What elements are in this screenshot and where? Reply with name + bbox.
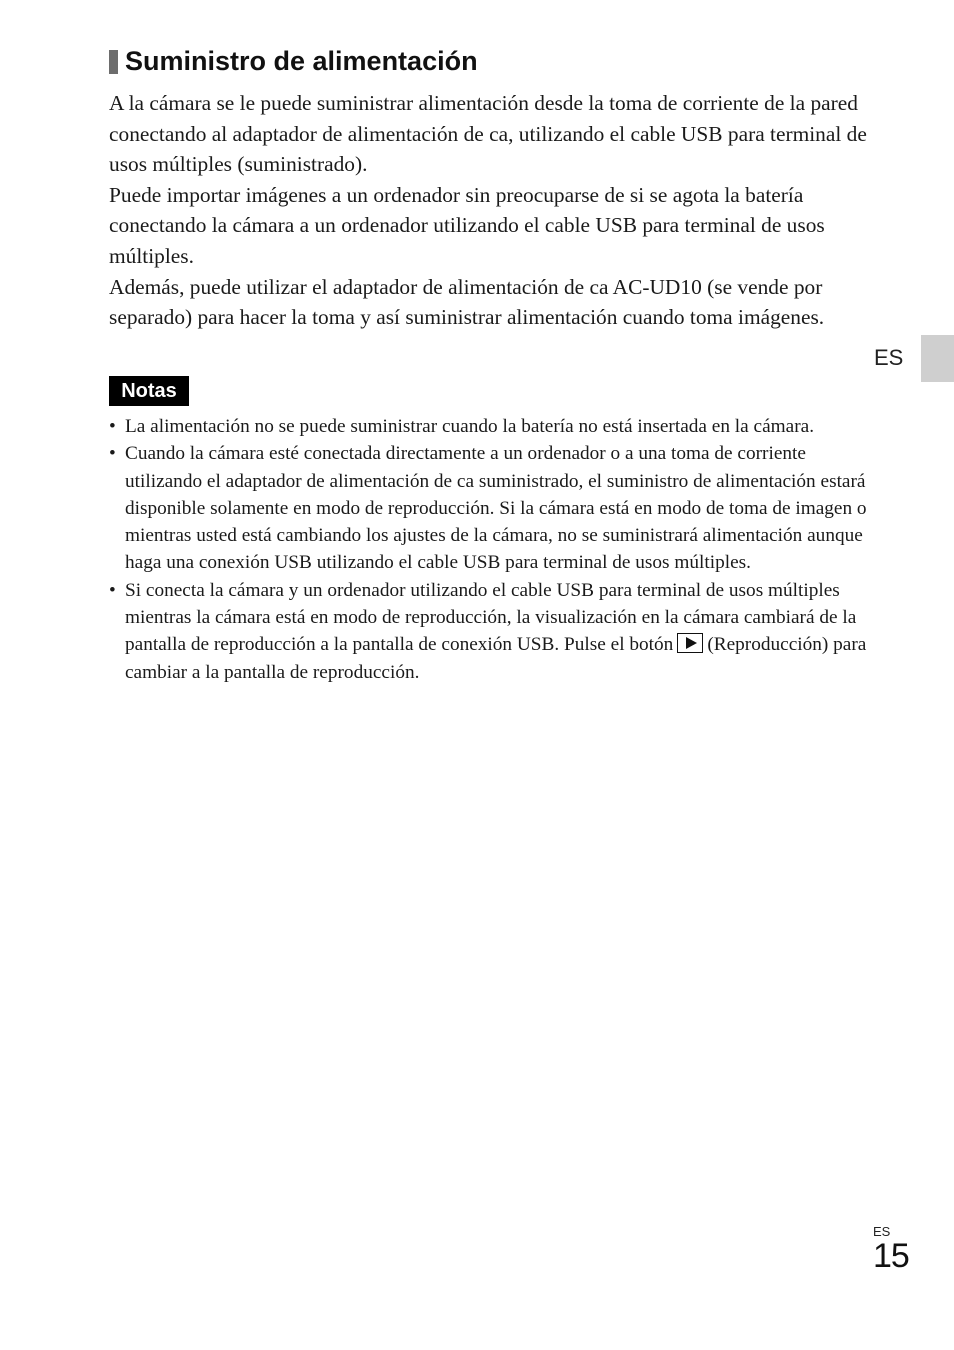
note-item (109, 440, 869, 576)
note-text: La alimentación no se puede suministrar cuando la batería no está insertada en la cámara. (125, 416, 815, 437)
paragraph: Además, puede utilizar el adaptador de alimentación de ca AC-UD10 (se vende por separado) para hacer la toma y así suministrar alimentación cuando toma imágenes. (109, 274, 825, 330)
note-item (109, 413, 869, 440)
bullet: • (109, 579, 116, 601)
play-icon (677, 633, 703, 653)
paragraph: Puede importar imágenes a un ordenador sin preocuparse de si se agota la batería conectando la cámara a un ordenador utilizando el cable USB para terminal de usos múltiples. (109, 182, 825, 268)
footer-language: ES (873, 1224, 891, 1239)
side-language-label: ES (874, 345, 904, 370)
page-number: 15 (873, 1237, 909, 1275)
heading-marker-icon (109, 50, 118, 74)
note-item (109, 577, 869, 686)
notes-badge: Notas (109, 376, 189, 406)
section-title: Suministro de alimentación (125, 46, 478, 76)
bullet: • (109, 443, 116, 465)
body-text (109, 88, 869, 333)
paragraph: A la cámara se le puede suministrar alimentación desde la toma de corriente de la pared conectando al adaptador de alimentación de ca, utilizando el cable USB para terminal de usos múltiples (suministrado). (109, 91, 867, 177)
bullet: • (109, 416, 116, 437)
note-text: Si conecta la cámara y un ordenador utilizando el cable USB para terminal de usos múltiples mientras la cámara está en modo de reproducción, la visualización en la cámara cambiará de la pantalla de reproducción a la pantalla de conexión USB. (125, 579, 857, 656)
side-tab-marker (921, 335, 954, 382)
note-text-before-icon: Pulse el botón (564, 634, 674, 656)
note-text: Cuando la cámara esté conectada directamente a un ordenador o a una toma de corriente utilizando el adaptador de alimentación de ca suministrado, el suministro de alimentación estará disponible solamente en modo de reproducción. Si la cámara está en modo de toma de imagen o mientras usted está cambiando los ajustes de la cámara, no se suministrará alimentación aunque haga una conexión USB utilizando el cable USB para terminal de usos múltiples. (125, 443, 867, 574)
notes-list (109, 413, 869, 686)
section-heading (109, 46, 478, 77)
note-text-after-icon: (Reproducción) para cambiar a la pantalla de reproducción. (125, 634, 867, 683)
